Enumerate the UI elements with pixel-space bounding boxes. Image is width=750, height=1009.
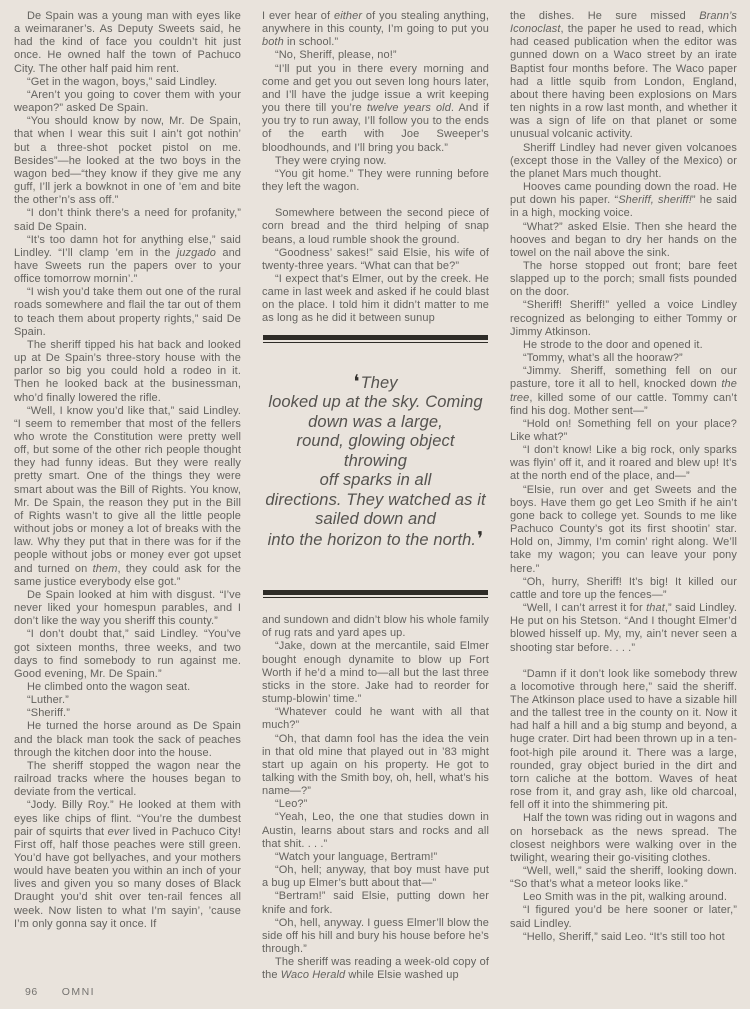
paragraph: The sheriff was reading a week-old copy of the Waco Herald while Elsie washed up (262, 956, 489, 982)
paragraph: “Oh, that damn fool has the idea the vein in that old mine that played out in ’83 might start up again on his property. He got to talking with the Smith boy, oh, hell, what’s his name—?” (262, 732, 489, 798)
paragraph: He turned the horse around as De Spain and the black man took the sack of peaches through the kitchen door into the house. (14, 720, 241, 759)
paragraph: “Watch your language, Bertram!” (275, 850, 438, 863)
paragraph: “Oh, hell; anyway, that boy must have put a bug up Elmer’s butt about that—” (262, 864, 489, 890)
paragraph: Hooves came pounding down the road. He put down his paper. “Sheriff, sheriff!” he said in a high, mocking voice. (510, 181, 737, 220)
paragraph: “Jake, down at the mercantile, said Elmer bought enough dynamite to blow up Fort Worth if he’d a mind to—all but the last three sticks in the store. Jake had to reorder for stump-blowin’ time.” (262, 640, 489, 706)
page-footer (25, 986, 95, 998)
paragraph: “Hold on! Something fell on your place? Like what?” (510, 417, 737, 443)
paragraph: “Aren’t you going to cover them with your weapon?” asked De Spain. (14, 88, 241, 115)
paragraph: “Sheriff.” (27, 707, 70, 720)
paragraph: “Bertram!” said Elsie, putting down her knife and fork. (262, 890, 489, 916)
paragraph: The horse stopped out front; bare feet slapped up to the porch; small fists pounded on the door. (510, 259, 737, 299)
paragraph: The sheriff stopped the wagon near the railroad tracks where the houses began to deviate from the vertical. (14, 759, 241, 799)
paragraph: Leo Smith was in the pit, walking around. (523, 891, 728, 904)
paragraph: “Tommy, what’s all the hooraw?” (523, 352, 683, 365)
paragraph: “Well, I know you’d like that,” said Lindley. “I seem to remember that most of the fellers who wrote the Constitution were pretty well off, but some of the other rich people thought they had funny ideas. But they were really pretty smart. One of the things they were smart about was the Bill of Rights. You know, Mr. De Spain, the reason they put in the Bill of Rights wasn’t to give all the little people without jobs or money a lot of breaks with the law. Why they put that in there was for if the people without jobs or money ever got upset and turned on them, they could ask for the same justice everybody else got.” (14, 404, 241, 588)
paragraph: “You git home.” They were running before they left the wagon. (262, 167, 489, 194)
paragraph: “Damn if it don’t look like somebody threw a locomotive through here,” said the sheriff. The Atkinson place used to have a sizable hill and the tallest tree in the county on it. Now it had half a hill and a big stump and beyond, a huge crater. Dirt had been thrown up in a ten-foot-high pile around it. There was a large, rounded, gray object buried in the dirt and torn caliche at the bottom. Waves of heat rose from it, and gray ash, like old charcoal, fell off it into the shimmering pit. (510, 667, 737, 812)
paragraph: “Sheriff! Sheriff!” yelled a voice Lindley recognized as belonging to either Tommy or Jimmy Atkinson. (510, 299, 737, 338)
open-quote-ornament-icon: ❛ (353, 370, 360, 393)
paragraph: “I wish you’d take them out one of the rural roads somewhere and flail the tar out of them to teach them about property rights,” said De Spain. (14, 286, 241, 338)
paragraph: Half the town was riding out in wagons and on horseback as the news spread. The closest neighbors were walking over in the twilight, wearing their go-visiting clothes. (510, 812, 737, 864)
paragraph: “No, Sheriff, please, no!” (275, 49, 397, 62)
paragraph: and sundown and didn’t blow his whole family of rug rats and yard apes up. (262, 614, 489, 640)
paragraph: “What?” asked Elsie. Then she heard the hooves and began to dry her hands on the towel on the nail above the sink. (510, 220, 737, 259)
text-column-2 (262, 10, 489, 1009)
paragraph: De Spain looked at him with disgust. “I’ve never liked your homespun parables, and I don’t like the way you sheriff this county.” (14, 588, 241, 628)
pull-quote-block (262, 335, 489, 599)
paragraph: The sheriff tipped his hat back and looked up at De Spain’s three-story house with the parlor so big you could hold a rodeo in it. Then he looked back at the businessman, who’d finally lowered the rifle. (14, 338, 241, 404)
paragraph: “I expect that’s Elmer, out by the creek. He came in last week and asked if he could blast on the place. I told him it didn’t matter to me as long as he did it between sunup (262, 272, 489, 325)
paragraph: “I’ll put you in there every morning and come and get you out seven long hours later, and I’ll have the judge issue a writ keeping you there till you’re twelve years old. And if you try to run away, I’ll follow you to the ends of the earth with Joe Sweeper’s bloodhounds, and I’ll bring you back.” (262, 62, 489, 154)
paragraph: I ever hear of either of you stealing anything, anywhere in this county, I’m going to put you both in school.” (262, 10, 490, 49)
paragraph: the dishes. He sure missed Brann’s Iconoclast, the paper he used to read, which had ceased publication when the editor was gunned down on a Waco street by an irate Baptist four months before. The Waco paper had a little squib from London, England, about there having been explosions on Mars ten nights in a row last month, and whether it was a sign of life on that planet or some unusual volcanic activity. (510, 10, 737, 141)
text-column-1 (14, 10, 241, 1009)
paragraph: “Well, well,” said the sheriff, looking down. “So that’s what a meteor looks like.” (510, 865, 737, 891)
paragraph: “Whatever could he want with all that much?” (262, 706, 489, 732)
paragraph: “It’s too damn hot for anything else,” said Lindley. “I’ll clamp ’em in the juzgado and have Sweets run the papers over to your office tomorrow mornin’.” (14, 233, 242, 286)
paragraph: “Oh, hurry, Sheriff! It’s big! It killed our cattle and tore up the fences—” (510, 575, 737, 601)
separator-rule-top (263, 335, 488, 343)
paragraph: “Leo?” (275, 798, 308, 811)
paragraph: “Oh, hell, anyway. I guess Elmer’ll blow the side off his hill and bury his house before he’s through.” (262, 916, 489, 955)
text-column-3 (510, 10, 737, 1009)
paragraph: “You should know by now, Mr. De Spain, that when I wear this suit I ain’t got nothin’ but a three-shot pocket pistol on me. Besides”—he looked at the two boys in the wagon bed—“they know if they give me any guff, I’ll jerk a bowknot in one of ’em and bite the other’n’s ass off.” (14, 115, 241, 207)
paragraph: “Jody. Billy Roy.” He looked at them with eyes like chips of flint. “You’re the dumbest pair of squirts that ever lived in Pachuco City! First off, half those peaches were still green. You’d have got bellyaches, and your mothers would have beaten you within an inch of your lives and given you so many doses of Black Draught you’d shit over ten-rail fences all week. Now listen to what I’m sayin’, ’cause I’m only gonna say it once. If (14, 799, 241, 930)
page-number: 96 (25, 986, 38, 998)
paragraph: “Yeah, Leo, the one that studies down in Austin, learns about stars and rocks and all that shit. . . .” (262, 811, 489, 850)
paragraph: “Get in the wagon, boys,” said Lindley. (27, 75, 218, 88)
paragraph: “Hello, Sheriff,” said Leo. “It’s still too hot (523, 930, 725, 943)
paragraph: “Jimmy. Sheriff, something fell on our pasture, tore it all to hell, knocked down the tree, killed some of our cattle. Tommy can’t find his dog. Mother sent—” (510, 365, 737, 417)
magazine-name: OMNI (61, 986, 96, 998)
paragraph: “I figured you’d be here sooner or later,” said Lindley. (510, 904, 737, 930)
close-quote-ornament-icon: ❜ (477, 527, 484, 550)
paragraph: De Spain was a young man with eyes like a weimaraner’s. As Deputy Sweets said, he had the kind of face you couldn’t hit just once. He owned half the town of Pachuco City. The other half paid him rent. (14, 10, 241, 75)
paragraph: Sheriff Lindley had never given volcanoes (except those in the Valley of the Mexico) or the planet Mars much thought. (510, 141, 737, 180)
paragraph: “Luther.” (27, 694, 69, 707)
paragraph: Somewhere between the second piece of corn bread and the third helping of snap beans, a loud rumble shook the ground. (262, 207, 489, 246)
separator-rule-bottom (263, 590, 488, 598)
paragraph: “Well, I can’t arrest it for that,” said Lindley. He put on his Stetson. “And I thought Elmer’d blowed hisself up. My, my, ain’t never seen a shooting star before. . . .” (510, 602, 737, 654)
paragraph: “I don’t know! Like a big rock, only sparks was flyin’ off it, and it roared and blew up! It’s at the north end of the place, and—” (510, 444, 737, 483)
paragraph: “Elsie, run over and get Sweets and the boys. Have them go get Leo Smith if he ain’t gone back to college yet. Sounds to me like Pachuco County’s got its first shootin’ star. Hold on, Jimmy, I’m comin’ right along. We’ll take my wagon; you can leave your pony here.” (510, 483, 737, 575)
pull-quote-text: ❛They looked up at the sky. Coming down was a large, round, glowing object throwing off sparks in all directions. They watched as it sailed down and into the horizon to the north.❜ (265, 370, 486, 550)
paragraph: He climbed onto the wagon seat. (27, 680, 191, 693)
paragraph: They were crying now. (275, 154, 387, 167)
paragraph: “Goodness’ sakes!” said Elsie, his wife of twenty-three years. “What can that be?” (262, 246, 489, 272)
paragraph: “I don’t think there’s a need for profanity,” said De Spain. (14, 207, 241, 233)
paragraph: He strode to the door and opened it. (523, 338, 703, 351)
paragraph: “I don’t doubt that,” said Lindley. “You’ve got sixteen months, three weeks, and two days to find somebody to run against me. Good evening, Mr. De Spain.” (14, 628, 241, 680)
